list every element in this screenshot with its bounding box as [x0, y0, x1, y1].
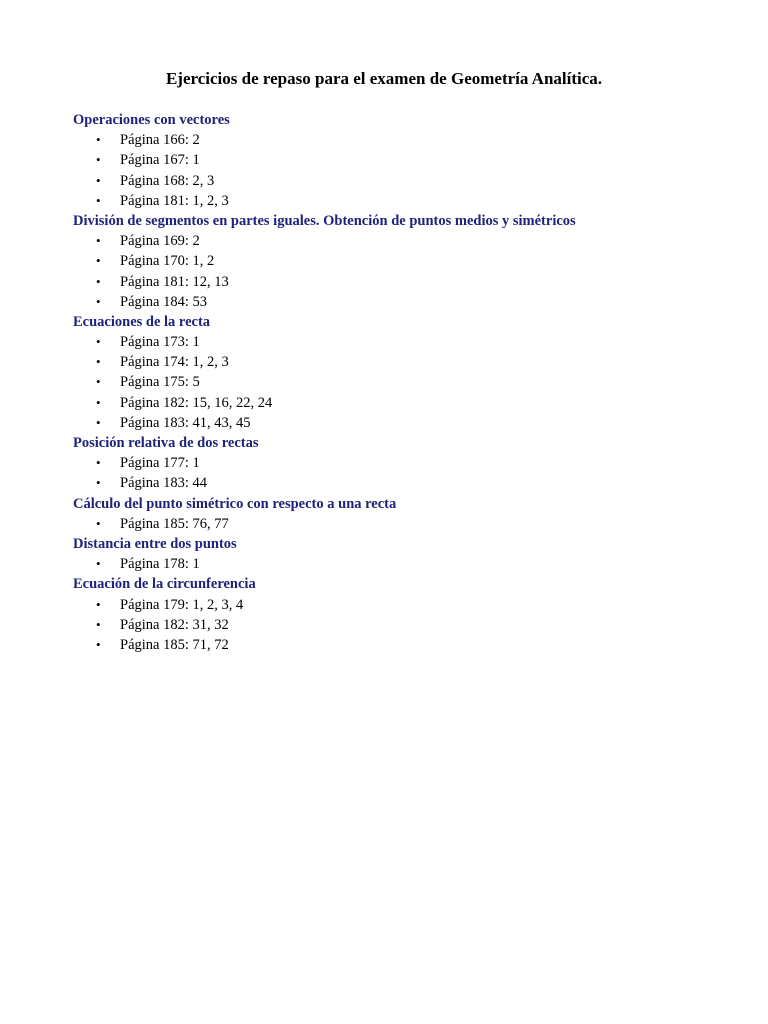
bullet-icon: •	[96, 273, 101, 289]
section-item-list	[73, 514, 733, 534]
bullet-icon: •	[96, 394, 101, 410]
list-item-text: Página 181: 1, 2, 3	[120, 192, 229, 209]
list-item	[73, 352, 733, 372]
section-heading: Operaciones con vectores	[73, 112, 230, 128]
list-item	[73, 251, 733, 271]
list-item	[73, 292, 733, 312]
section-heading: Cálculo del punto simétrico con respecto a una recta	[73, 495, 397, 512]
list-item-text: Página 177: 1	[120, 455, 200, 472]
document-content	[73, 110, 733, 655]
list-item-text: Página 170: 1, 2	[120, 253, 215, 270]
bullet-icon: •	[96, 152, 101, 168]
section-heading: División de segmentos en partes iguales. Obtención de puntos medios y simétricos	[73, 212, 576, 229]
bullet-icon: •	[96, 475, 101, 491]
bullet-icon: •	[96, 636, 101, 652]
bullet-icon: •	[96, 192, 101, 208]
list-item-text: Página 182: 15, 16, 22, 24	[120, 394, 273, 411]
bullet-icon: •	[96, 455, 101, 471]
bullet-icon: •	[96, 233, 101, 249]
list-item-text: Página 166: 2	[120, 132, 200, 149]
list-item	[73, 615, 733, 635]
section-item-list	[73, 130, 733, 211]
list-item-text: Página 181: 12, 13	[120, 273, 229, 290]
list-item-text: Página 175: 5	[120, 374, 200, 391]
list-item	[73, 372, 733, 392]
section-heading: Ecuación de la circunferencia	[73, 576, 256, 593]
section-heading: Ecuaciones de la recta	[73, 313, 211, 330]
list-item-text: Página 174: 1, 2, 3	[120, 354, 229, 371]
list-item-text: Página 167: 1	[120, 152, 200, 169]
list-item-text: Página 185: 76, 77	[120, 515, 229, 532]
bullet-icon: •	[96, 253, 101, 269]
bullet-icon: •	[96, 354, 101, 370]
bullet-icon: •	[96, 596, 101, 612]
list-item	[73, 332, 733, 352]
bullet-icon: •	[96, 556, 101, 572]
bullet-icon: •	[96, 172, 101, 188]
list-item	[73, 473, 733, 493]
list-item	[73, 635, 733, 655]
bullet-icon: •	[96, 515, 101, 531]
bullet-icon: •	[96, 414, 101, 430]
list-item	[73, 554, 733, 574]
list-item	[73, 272, 733, 292]
section-heading: Distancia entre dos puntos	[73, 535, 237, 552]
list-item-text: Página 179: 1, 2, 3, 4	[120, 596, 244, 613]
section-item-list	[73, 231, 733, 312]
list-item	[73, 231, 733, 251]
bullet-icon: •	[96, 616, 101, 632]
bullet-icon: •	[96, 334, 101, 350]
list-item	[73, 514, 733, 534]
list-item	[73, 453, 733, 473]
list-item	[73, 413, 733, 433]
list-item	[73, 393, 733, 413]
document-title: Ejercicios de repaso para el examen de Geometría Analítica.	[165, 69, 603, 88]
list-item	[73, 130, 733, 150]
section-item-list	[73, 453, 733, 493]
list-item-text: Página 183: 41, 43, 45	[120, 414, 251, 431]
list-item-text: Página 185: 71, 72	[120, 636, 229, 653]
section-heading: Posición relativa de dos rectas	[73, 435, 259, 451]
list-item	[73, 191, 733, 211]
list-item-text: Página 178: 1	[120, 556, 200, 573]
section-item-list	[73, 595, 733, 656]
list-item-text: Página 168: 2, 3	[120, 172, 215, 189]
section-item-list	[73, 554, 733, 574]
list-item-text: Página 173: 1	[120, 334, 200, 351]
bullet-icon: •	[96, 374, 101, 390]
section-item-list	[73, 332, 733, 433]
list-item-text: Página 183: 44	[120, 475, 207, 492]
list-item	[73, 595, 733, 615]
list-item	[73, 150, 733, 170]
list-item-text: Página 182: 31, 32	[120, 616, 229, 633]
list-item-text: Página 169: 2	[120, 233, 200, 250]
bullet-icon: •	[96, 293, 101, 309]
list-item	[73, 171, 733, 191]
list-item-text: Página 184: 53	[120, 293, 207, 310]
bullet-icon: •	[96, 132, 101, 148]
